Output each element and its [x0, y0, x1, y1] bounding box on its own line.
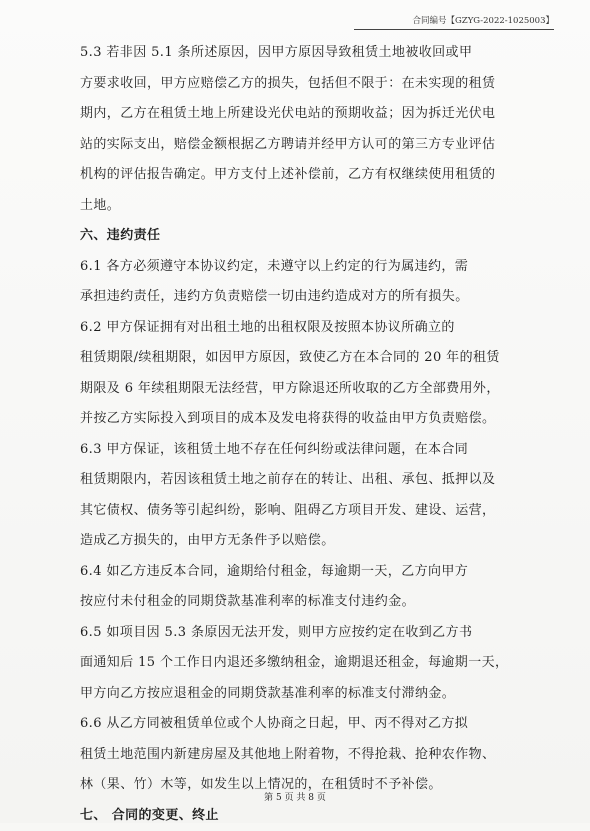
- text-line: 甲方向乙方按应退租金的同期贷款基准利率的标准支付滞纳金。: [80, 679, 530, 710]
- text-line: 6.5 如项目因 5.3 条原因无法开发，则甲方应按约定在收到乙方书: [80, 618, 530, 649]
- clause-paragraph: [80, 252, 530, 313]
- clause-paragraph: [80, 38, 530, 221]
- text-line: 按应付未付租金的同期贷款基准利率的标准支付违约金。: [80, 587, 530, 618]
- text-line: 6.1 各方必须遵守本协议约定，未遵守以上约定的行为属违约，需: [80, 252, 530, 283]
- text-line: 土地。: [80, 191, 530, 222]
- text-line: 租赁土地范围内新建房屋及其他地上附着物，不得抢栽、抢种农作物、: [80, 740, 530, 771]
- text-line: 其它债权、债务等引起纠纷，影响、阻碍乙方项目开发、建设、运营，: [80, 496, 530, 527]
- clause-paragraph: [80, 709, 530, 801]
- clause-paragraph: [80, 313, 530, 435]
- section-heading: [80, 801, 530, 831]
- text-line: 七、 合同的变更、终止: [80, 801, 530, 831]
- text-line: 租赁期限内，若因该租赁土地之前存在的转让、出租、承包、抵押以及: [80, 465, 530, 496]
- text-line: 六、违约责任: [80, 221, 530, 252]
- clause-paragraph: [80, 618, 530, 710]
- text-line: 期内，乙方在租赁土地上所建设光伏电站的预期收益；因为拆迁光伏电: [80, 99, 530, 130]
- text-line: 林（果、竹）木等，如发生以上情况的，在租赁时不予补偿。: [80, 770, 530, 801]
- text-line: 6.6 从乙方同被租赁单位或个人协商之日起，甲、丙不得对乙方拟: [80, 709, 530, 740]
- text-line: 造成乙方损失的，由甲方无条件予以赔偿。: [80, 526, 530, 557]
- page-number: 第 5 页 共 8 页: [0, 790, 590, 803]
- section-heading: [80, 221, 530, 252]
- text-line: 租赁期限/续租期限，如因甲方原因，致使乙方在本合同的 20 年的租赁: [80, 343, 530, 374]
- text-line: 方要求收回，甲方应赔偿乙方的损失，包括但不限于：在未实现的租赁: [80, 69, 530, 100]
- contract-number: 合同编号【GZYG-2022-1025003】: [354, 14, 554, 30]
- text-line: 6.3 甲方保证，该租赁土地不存在任何纠纷或法律问题，在本合同: [80, 435, 530, 466]
- text-line: 面通知后 15 个工作日内退还多缴纳租金，逾期退还租金，每逾期一天，: [80, 648, 530, 679]
- text-line: 6.4 如乙方违反本合同，逾期给付租金，每逾期一天，乙方向甲方: [80, 557, 530, 588]
- clause-paragraph: [80, 557, 530, 618]
- clause-paragraph: [80, 435, 530, 557]
- text-line: 机构的评估报告确定。甲方支付上述补偿前，乙方有权继续使用租赁的: [80, 160, 530, 191]
- text-line: 期限及 6 年续租期限无法经营，甲方除退还所收取的乙方全部费用外，: [80, 374, 530, 405]
- text-line: 5.3 若非因 5.1 条所述原因，因甲方原因导致租赁土地被收回或甲: [80, 38, 530, 69]
- text-line: 并按乙方实际投入到项目的成本及发电将获得的收益由甲方负责赔偿。: [80, 404, 530, 435]
- text-line: 承担违约责任，违约方负责赔偿一切由违约造成对方的所有损失。: [80, 282, 530, 313]
- text-line: 站的实际支出，赔偿金额根据乙方聘请并经甲方认可的第三方专业评估: [80, 130, 530, 161]
- contract-body: [80, 38, 530, 831]
- text-line: 6.2 甲方保证拥有对出租土地的出租权限及按照本协议所确立的: [80, 313, 530, 344]
